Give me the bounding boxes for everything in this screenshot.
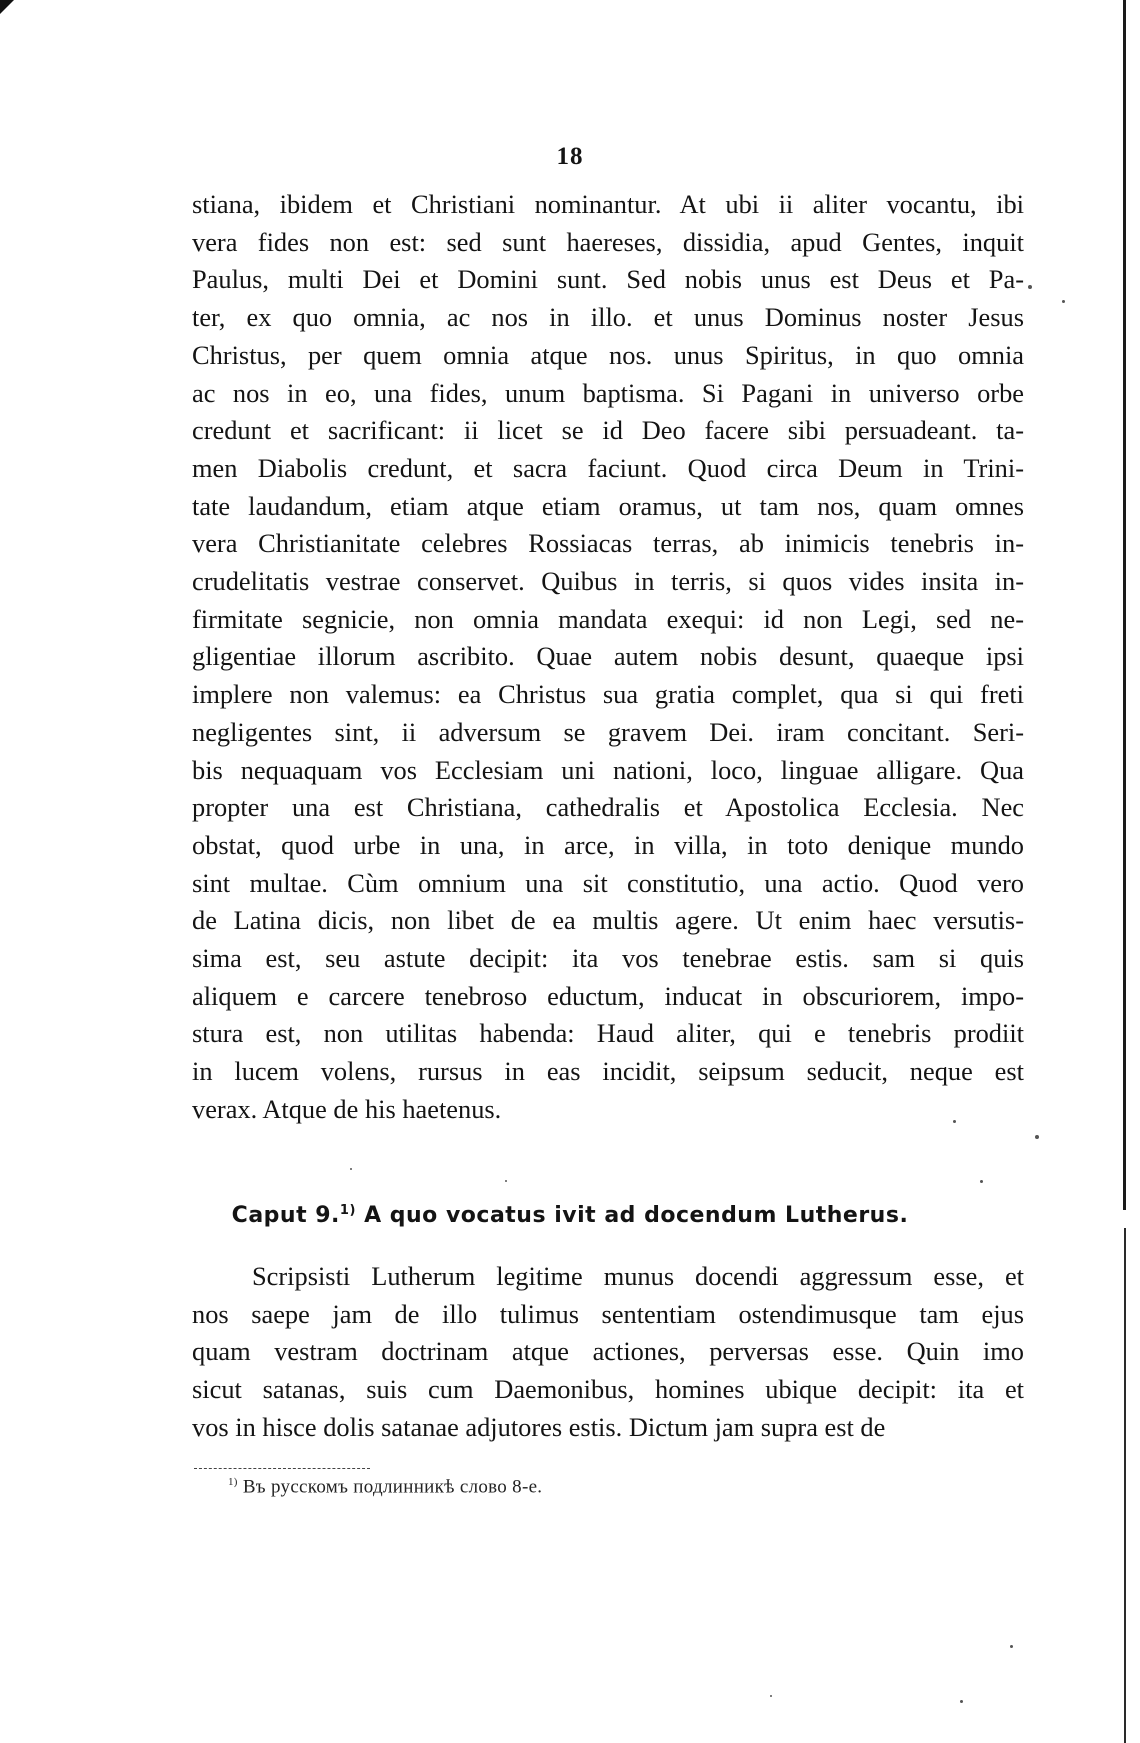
text-line: firmitate segnicie, non omnia mandata exequi: id non Legi, sed ne- (192, 603, 1024, 634)
text-line: credunt et sacrificant: ii licet se id Deo facere sibi persuadeant. ta- (192, 415, 1024, 446)
text-line: stura est, non utilitas habenda: Haud aliter, qui e tenebris prodiit (192, 1018, 1024, 1049)
footnote-text: Въ русскомъ подлинникѣ слово 8-е. (242, 1476, 543, 1498)
text-line: crudelitatis vestrae conservet. Quibus in terris, si quos vides insita in- (192, 566, 1024, 597)
text-line: stiana, ibidem et Christiani nominantur. At ubi ii aliter vocantu, ibi (192, 189, 1024, 219)
main-paragraph (192, 186, 1024, 1129)
text-line: ter, ex quo omnia, ac nos in illo. et unus Dominus noster Jesus (192, 302, 1024, 333)
text-line: quam vestram doctrinam atque actiones, perversas esse. Quin imo (192, 1336, 1024, 1367)
text-line: Christus, per quem omnia atque nos. unus Spiritus, in quo omnia (192, 339, 1024, 370)
text-line: Paulus, multi Dei et Domini sunt. Sed nobis unus est Deus et Pa- (192, 264, 1024, 295)
text-line: vos in hisce dolis satanae adjutores estis. Dictum jam supra est de (192, 1411, 886, 1442)
text-line: implere non valemus: ea Christus sua gratia complet, qua si qui freti (192, 679, 1024, 710)
text-line: gligentiae illorum ascribito. Quae autem nobis desunt, quaeque ipsi (192, 641, 1024, 672)
text-line: Scripsisti Lutherum legitime munus docendi aggressum esse, et (252, 1261, 1024, 1291)
footnote (228, 1476, 542, 1498)
text-line: sima est, seu astute decipit: ita vos tenebrae estis. sam si quis (192, 943, 1024, 974)
chapter-footnote-mark: 1) (339, 1203, 356, 1218)
text-line: men Diabolis credunt, et sacra faciunt. Quod circa Deum in Trini- (192, 452, 1024, 483)
scan-edge-line (1123, 0, 1126, 1210)
footnote-divider (194, 1468, 370, 1469)
text-line: vera fides non est: sed sunt haereses, dissidia, apud Gentes, inquit (192, 226, 1024, 257)
footnote-mark: 1) (228, 1476, 238, 1488)
chapter-number: Caput 9. (231, 1203, 340, 1228)
page-number: 18 (556, 143, 584, 170)
text-line: propter una est Christiana, cathedralis et Apostolica Ecclesia. Nec (192, 792, 1024, 823)
scan-corner-mark (0, 0, 14, 14)
text-line: tate laudandum, etiam atque etiam oramus, ut tam nos, quam omnes (192, 490, 1024, 521)
scan-edge-line-lower (1124, 1228, 1126, 1743)
text-line: sicut satanas, suis cum Daemonibus, homines ubique decipit: ita et (192, 1374, 1024, 1405)
chapter-title: A quo vocatus ivit ad docendum Lutherus. (355, 1203, 909, 1228)
text-line: verax. Atque de his haetenus. (192, 1093, 502, 1124)
chapter-heading (0, 1203, 1140, 1228)
text-line: obstat, quod urbe in una, in arce, in villa, in toto denique mundo (192, 829, 1024, 860)
chapter-paragraph (192, 1258, 1024, 1447)
text-line: ac nos in eo, una fides, unum baptisma. Si Pagani in universo orbe (192, 377, 1024, 408)
text-line: negligentes sint, ii adversum se gravem Dei. iram concitant. Seri- (192, 716, 1024, 747)
text-line: in lucem volens, rursus in eas incidit, seipsum seducit, neque est (192, 1056, 1024, 1087)
text-line: sint multae. Cùm omnium una sit constitutio, una actio. Quod vero (192, 867, 1024, 898)
text-line: vera Christianitate celebres Rossiacas terras, ab inimicis tenebris in- (192, 528, 1024, 559)
text-line: de Latina dicis, non libet de ea multis agere. Ut enim haec versutis- (192, 905, 1024, 936)
text-line: bis nequaquam vos Ecclesiam uni nationi, loco, linguae alligare. Qua (192, 754, 1024, 785)
text-line: aliquem e carcere tenebroso eductum, inducat in obscuriorem, impo- (192, 980, 1024, 1011)
text-line: nos saepe jam de illo tulimus sententiam ostendimusque tam ejus (192, 1298, 1024, 1329)
